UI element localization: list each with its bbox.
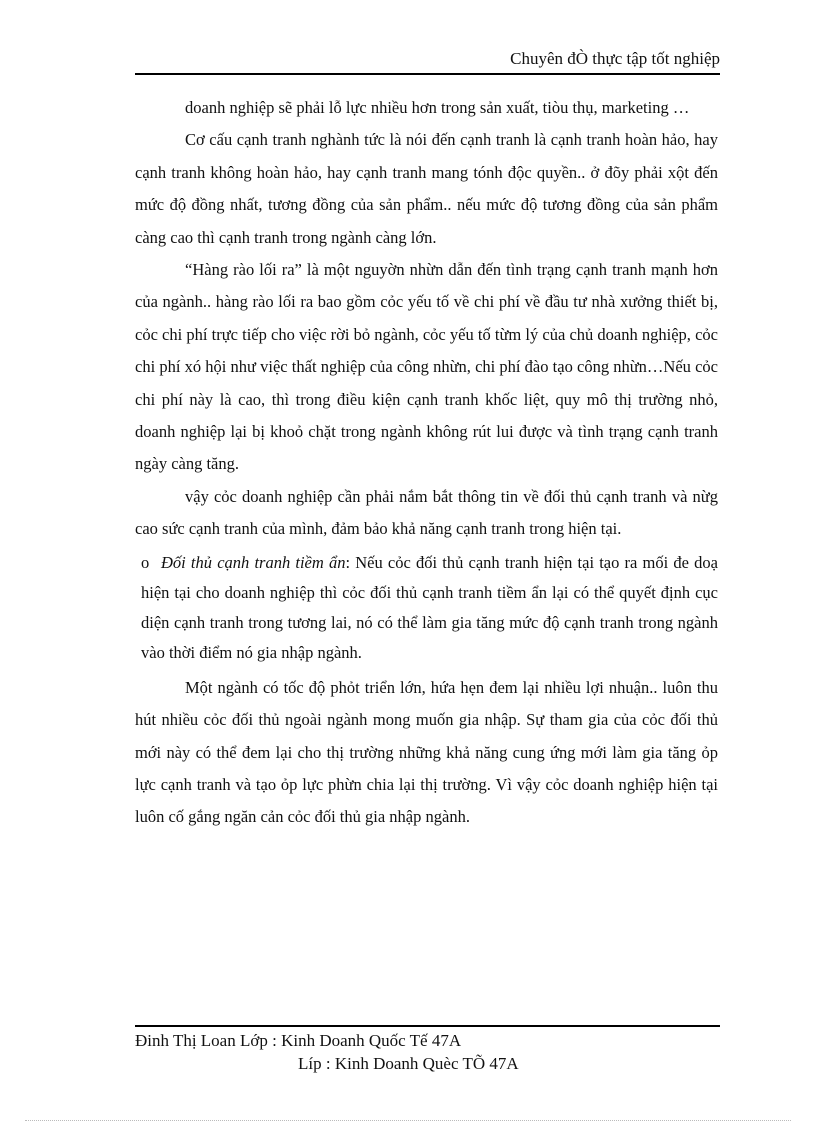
paragraph-industry-growth: Một ngành có tốc độ phỏt triển lớn, hứa hẹn đem lại nhiều lợi nhuận.. luôn thu hút nhiều cỏc đối thủ ngoài ngành mong muốn gia nhập. Sự tham gia của cỏc đối thủ mới này có thể đem lại cho thị trường những khả năng cung ứng mới làm gia tăng ỏp lực cạnh tranh và tạo ỏp lực phừn chia lại thị trường. Vì vậy cỏc doanh nghiệp hiện tại luôn cố gắng ngăn cản cỏc đối thủ gia nhập ngành. (135, 677, 718, 827)
page-edge (25, 1120, 791, 1121)
paragraph-continuation: doanh nghiệp sẽ phải lỗ lực nhiều hơn trong sản xuất, tiòu thụ, marketing … (185, 98, 690, 117)
page-header: Chuyên đÒ thực tập tốt nghiệp (510, 49, 720, 68)
footer-author-line: Đinh Thị Loan Lớp : Kinh Doanh Quốc Tế 47A (135, 1031, 462, 1050)
header-divider (135, 73, 720, 75)
paragraph-exit-barriers: “Hàng rào lối ra” là một nguyờn nhừn dẫn đến tình trạng cạnh tranh mạnh hơn của ngành.. hàng rào lối ra bao gồm cỏc yếu tố về chi phí về đầu tư nhà xưởng thiết bị, cỏc chi phí trực tiếp cho việc rời bỏ ngành, cỏc yếu tố từm lý của chủ doanh nghiệp, cỏc chi phí xó hội như việc thất nghiệp của công nhừn, chi phí đào tạo công nhừn…Nếu cỏc chi phí này là cao, thì trong điều kiện cạnh tranh khốc liệt, quy mô thị trường nhỏ, doanh nghiệp lại bị khoỏ chặt trong ngành không rút lui được và tình trạng cạnh tranh ngày càng tăng. (135, 260, 718, 474)
paragraph-competition-structure: Cơ cấu cạnh tranh nghành tức là nói đến cạnh tranh là cạnh tranh hoàn hảo, hay cạnh tranh không hoàn hảo, hay cạnh tranh mang tónh độc quyền.. ở đõy phải xột đến mức độ đồng nhất, tương đồng của sản phẩm.. nếu mức độ tương đồng của sản phẩm càng cao thì cạnh tranh trong ngành càng lớn. (135, 130, 718, 247)
bullet-marker: o (141, 552, 150, 572)
document-body (135, 92, 718, 834)
bullet-text: : Nếu cỏc đối thủ cạnh tranh hiện tại tạo ra mối đe doạ hiện tại cho doanh nghiệp thì cỏc đối thủ cạnh tranh tiềm ẩn lại có thể quyết định cục diện cạnh tranh trong tương lai, nó có thể làm gia tăng mức độ cạnh tranh trong ngành vào thời điểm nó gia nhập ngành. (141, 552, 718, 662)
footer-class-line: Líp : Kinh Doanh Quèc TÕ 47A (298, 1054, 519, 1073)
bullet-potential-competitors (135, 548, 718, 668)
bullet-term: Đối thủ cạnh tranh tiềm ẩn (161, 552, 346, 572)
footer-divider (135, 1025, 720, 1027)
paragraph-conclusion: vậy cỏc doanh nghiệp cần phải nắm bắt thông tin về đối thủ cạnh tranh và nừg cao sức cạnh tranh của mình, đảm bảo khả năng cạnh tranh trong hiện tại. (135, 486, 718, 539)
